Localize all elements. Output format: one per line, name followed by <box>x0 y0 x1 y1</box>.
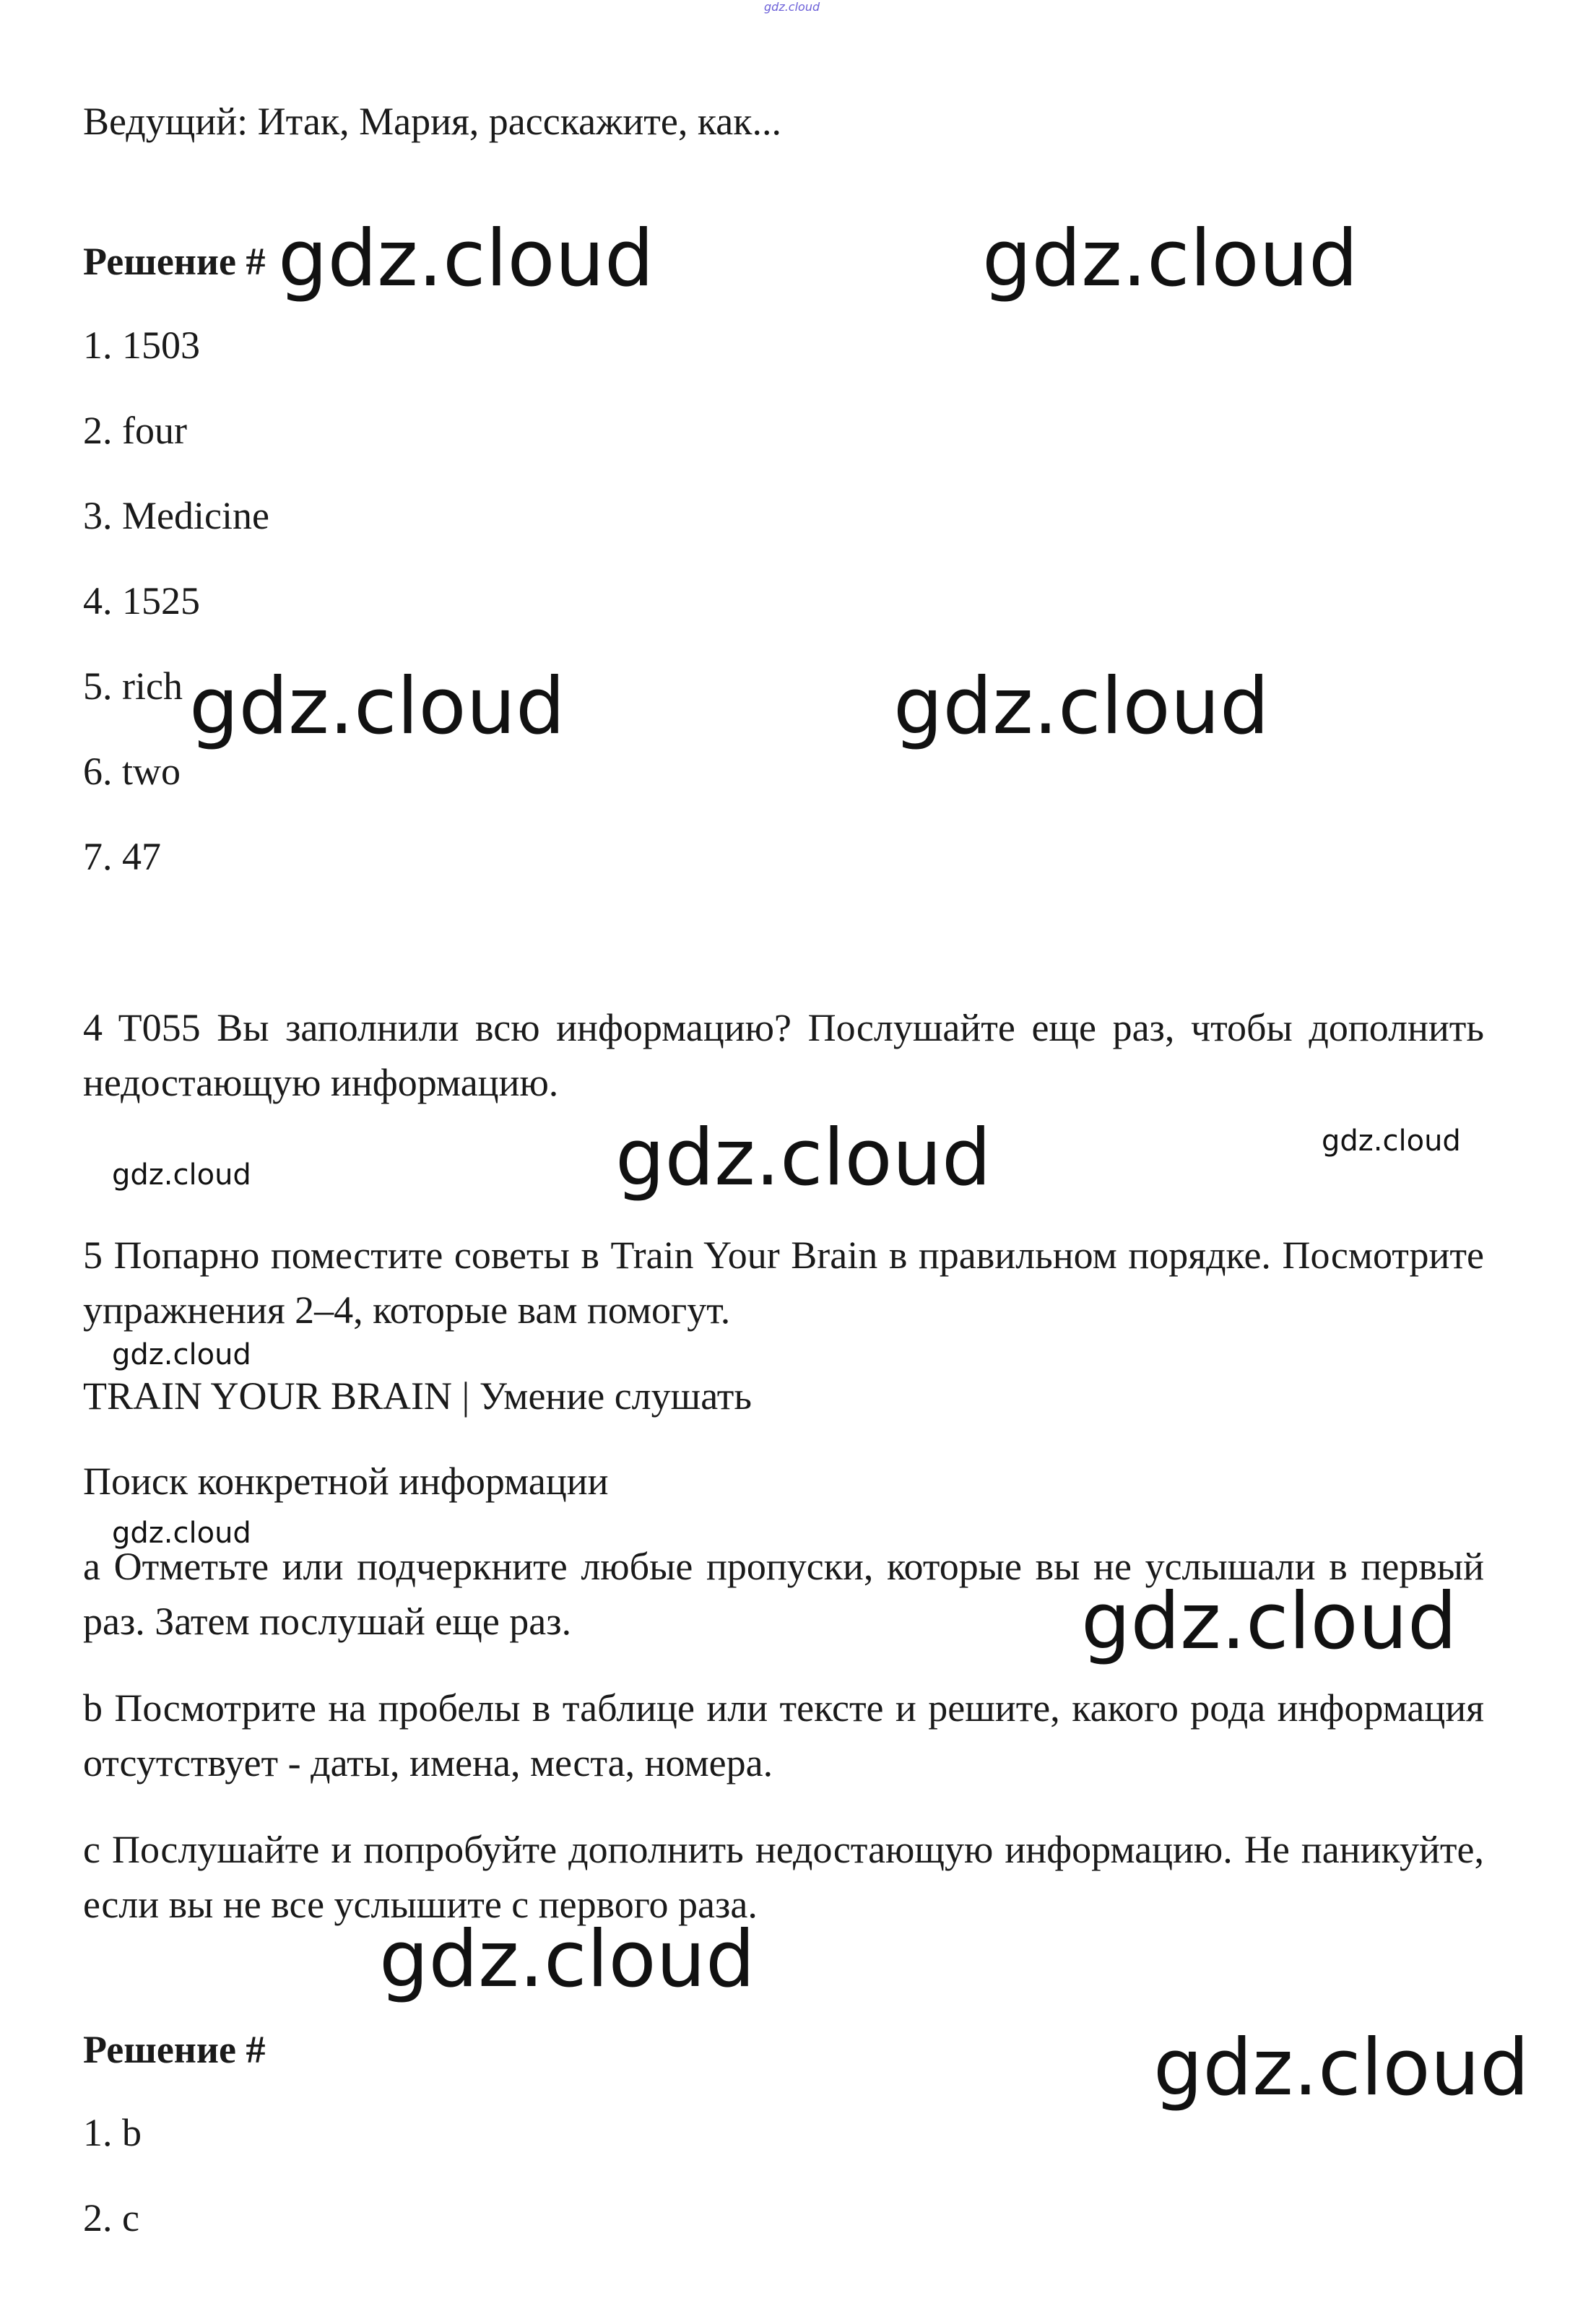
answer-item: 2. c <box>83 2196 139 2240</box>
tip-c: c Послушайте и попробуйте дополнить недостающую информацию. Не паникуйте, если вы не все услышите с первого раза. <box>83 1828 1484 1926</box>
task-5-instruction: 5 Попарно поместите советы в Train Your Brain в правильном порядке. Посмотрите упражнения 2–4, которые вам помогут. <box>83 1233 1484 1332</box>
answer-item: 1. 1503 <box>83 324 200 367</box>
watermark: gdz.cloud <box>1322 1124 1461 1158</box>
watermark: gdz.cloud <box>615 1113 992 1203</box>
task-4-instruction: 4 T055 Вы заполнили всю информацию? Послушайте еще раз, чтобы дополнить недостающую информацию. <box>83 1006 1484 1104</box>
watermark: gdz.cloud <box>379 1915 755 2005</box>
watermark: gdz.cloud <box>112 1338 251 1371</box>
solution-heading: Решение # <box>83 2028 266 2071</box>
top-watermark: gdz.cloud <box>764 0 820 14</box>
watermark: gdz.cloud <box>982 214 1358 304</box>
watermark: gdz.cloud <box>1153 2023 1530 2113</box>
answer-item: 1. b <box>83 2111 142 2154</box>
tip-b: b Посмотрите на пробелы в таблице или тексте и решите, какого рода информация отсутствует - даты, имена, места, номера. <box>83 1686 1484 1785</box>
intro-line: Ведущий: Итак, Мария, расскажите, как... <box>83 100 781 143</box>
watermark: gdz.cloud <box>1081 1577 1457 1667</box>
answer-item: 4. 1525 <box>83 579 200 623</box>
answer-item: 7. 47 <box>83 835 161 878</box>
train-your-brain-title: TRAIN YOUR BRAIN | Умение слушать <box>83 1374 752 1418</box>
watermark: gdz.cloud <box>112 1158 251 1192</box>
watermark: gdz.cloud <box>112 1517 251 1550</box>
answer-item: 3. Medicine <box>83 494 269 537</box>
solution-heading: Решение # <box>83 240 266 283</box>
answer-item: 2. four <box>83 409 187 452</box>
answer-item: 6. two <box>83 750 181 793</box>
watermark: gdz.cloud <box>893 662 1270 752</box>
train-your-brain-subtitle: Поиск конкретной информации <box>83 1460 609 1503</box>
watermark: gdz.cloud <box>189 662 565 752</box>
answer-item: 5. rich <box>83 664 183 708</box>
watermark: gdz.cloud <box>278 214 654 304</box>
tip-a: a Отметьте или подчеркните любые пропуски, которые вы не услышали в первый раз. Затем послушай еще раз. <box>83 1545 1484 1643</box>
